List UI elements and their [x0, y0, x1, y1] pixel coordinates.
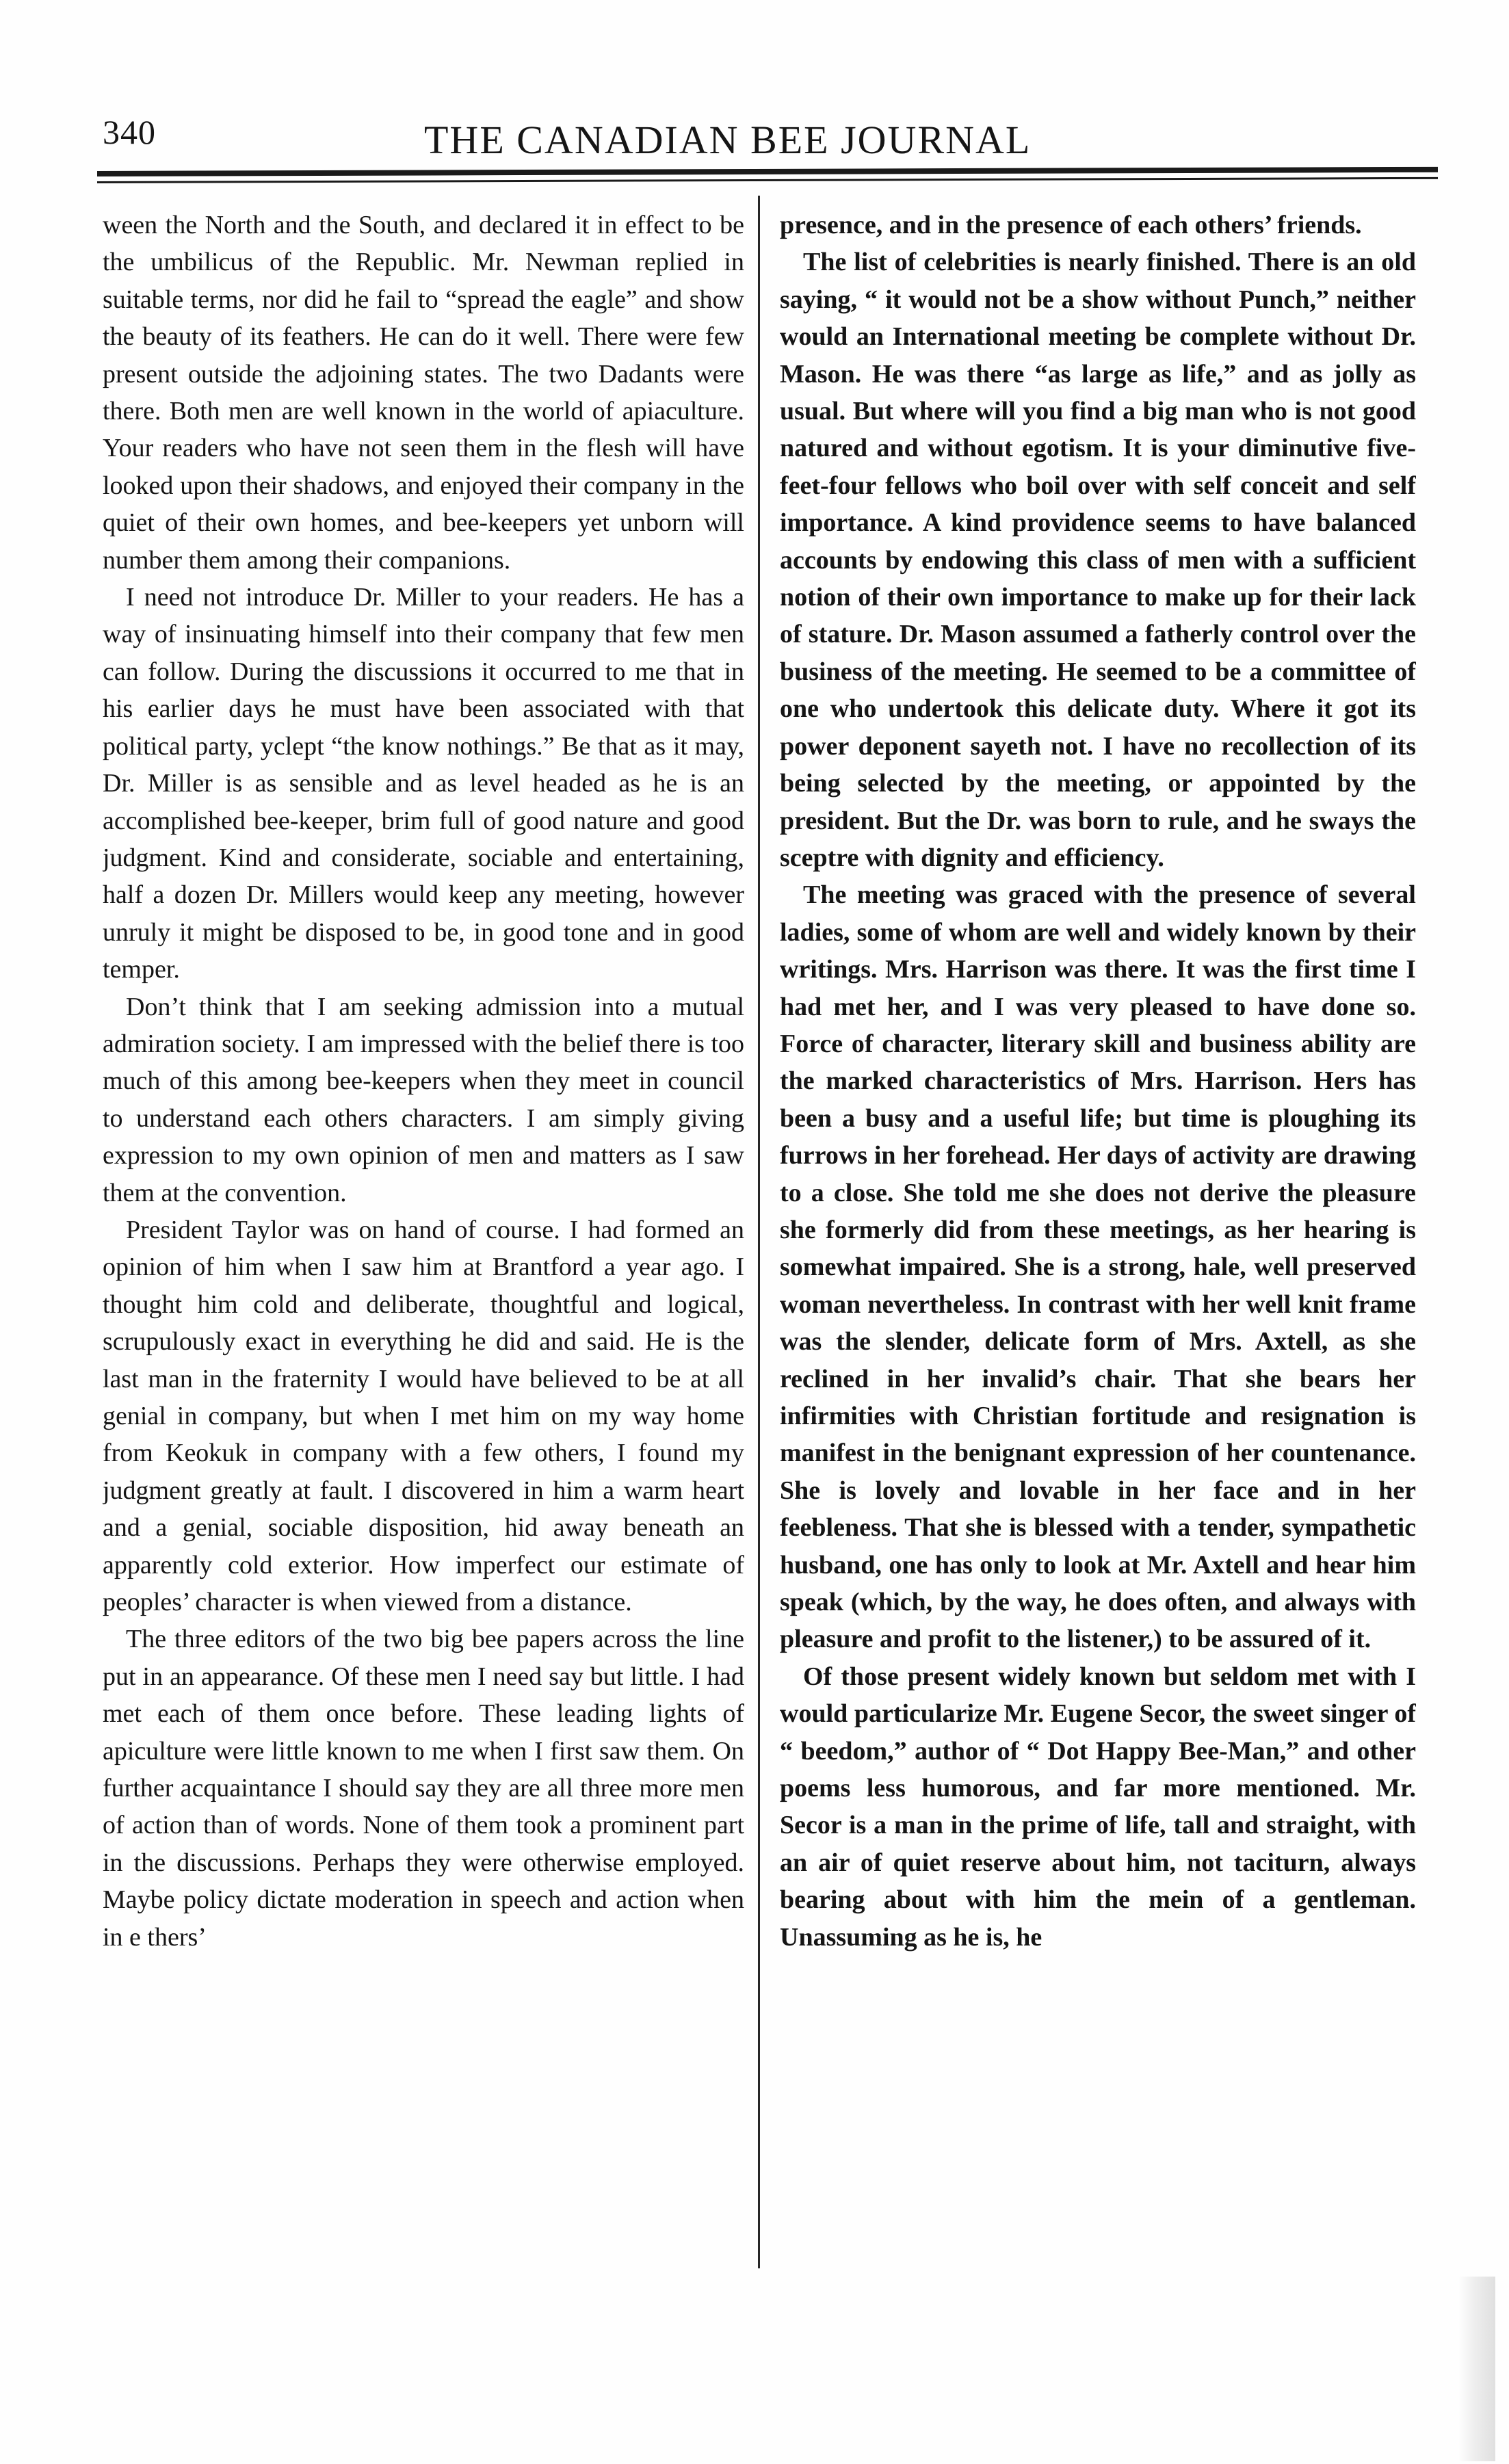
header-rule-thin — [97, 177, 1438, 183]
article-paragraph: ween the North and the South, and declared it in effect to be the umbilicus of the Republic. Mr. Newman replied in suitable terms, nor did he fail to “spread the eagle” and show the beauty of its feathers. He can do it well. There were few present outside the adjoining states. The two Dadants were there. Both men are well known in the world of apiaculture. Your readers who have not seen them in the flesh will have looked upon their shadows, and enjoyed their company in the quiet of their own homes, and bee-keepers yet unborn will number them among their companions. — [103, 211, 744, 575]
article-paragraph: I need not introduce Dr. Miller to your readers. He has a way of insinuating himself into their company that few men can follow. During the discussions it occurred to me that in his earlier days he must have been associated with that political party, yclept “the know nothings.” Be that as it may, Dr. Miller is as sensible and as level headed as he is an accomplished bee-keeper, brim full of good nature and good judgment. Kind and considerate, sociable and entertaining, half a dozen Dr. Millers would keep any meeting, however unruly it might be disposed to be, in good tone and in good temper. — [103, 583, 744, 984]
header-rule-thick — [97, 167, 1438, 176]
column-divider — [758, 196, 760, 2268]
page-number: 340 — [103, 113, 156, 151]
article-paragraph: Of those present widely known but seldom met with I would particularize Mr. Eugene Secor, the sweet singer of “ beedom,” author of “ Dot Happy Bee-Man,” and other poems less humorous, and far more mentioned. Mr. Secor is a man in the prime of life, tall and straight, with an air of quiet reserve about him, not taciturn, always bearing about with him the mein of a gentleman. Unassuming as he is, he — [780, 1662, 1416, 1952]
article-paragraph: The list of celebrities is nearly finished. There is an old saying, “ it would not be a show without Punch,” neither would an International meeting be complete without Dr. Mason. He was there “as large as life,” and as jolly as usual. But where will you find a big man who is not good natured and without egotism. It is your diminutive five-feet-four fellows who boil over with self conceit and self importance. A kind providence seems to have balanced accounts by endowing this class of men with a sufficient notion of their own importance to make up for their lack of stature. Dr. Mason assumed a fatherly control over the business of the meeting. He seemed to be a committee of one who undertook this delicate duty. Where it got its power deponent sayeth not. I have no recollection of its being selected by the meeting, or appointed by the president. But the Dr. was born to rule, and he sways the sceptre with dignity and efficiency. — [780, 248, 1416, 872]
article-paragraph: The three editors of the two big bee papers across the line put in an appearance. Of these men I need say but little. I had met each of them once before. These leading lights of apiculture were little known to me when I first saw them. On further acquaintance I should say they are all three more men of action than of words. None of them took a prominent part in the discussions. Perhaps they were otherwise employed. Maybe policy dictate moderation in speech and action when in e thers’ — [103, 1625, 744, 1952]
journal-title: THE CANADIAN BEE JOURNAL — [424, 118, 1032, 162]
scan-edge-shadow — [1458, 2277, 1495, 2461]
left-text-column — [103, 207, 744, 2430]
article-paragraph: President Taylor was on hand of course. I had formed an opinion of him when I saw him at Brantford a year ago. I thought him cold and deliberate, thoughtful and logical, scrupulously exact in everything he did and said. He is the last man in the fraternity I would have believed to be at all genial in company, but when I met him on my way home from Keokuk in company with a few others, I found my judgment greatly at fault. I discovered in him a warm heart and a genial, sociable disposition, hid away beneath an apparently cold exterior. How imperfect our estimate of peoples’ character is when viewed from a distance. — [103, 1215, 744, 1617]
right-text-column — [780, 207, 1416, 2430]
article-paragraph: The meeting was graced with the presence of several ladies, some of whom are well and widely known by their writings. Mrs. Harrison was there. It was the first time I had met her, and I was very pleased to have done so. Force of character, literary skill and business ability are the marked characteristics of Mrs. Harrison. Hers has been a busy and a useful life; but time is ploughing its furrows in her forehead. Her days of activity are drawing to a close. She told me she does not derive the pleasure she formerly did from these meetings, as her hearing is somewhat impaired. She is a strong, hale, well preserved woman nevertheless. In contrast with her well knit frame was the slender, delicate form of Mrs. Axtell, as she reclined in her invalid’s chair. That she bears her infirmities with Christian fortitude and resignation is manifest in the benignant expression of her countenance. She is lovely and lovable in her face and in her feebleness. That she is blessed with a tender, sympathetic husband, one has only to look at Mr. Axtell and hear him speak (which, by the way, he does often, and always with pleasure and profit to the listener,) to be assured of it. — [780, 880, 1416, 1654]
article-paragraph: Don’t think that I am seeking admission into a mutual admiration society. I am impressed with the belief there is too much of this among bee-keepers when they meet in council to understand each others characters. I am simply giving expression to my own opinion of men and matters as I saw them at the convention. — [103, 992, 744, 1207]
article-paragraph: presence, and in the presence of each others’ friends. — [780, 211, 1362, 239]
